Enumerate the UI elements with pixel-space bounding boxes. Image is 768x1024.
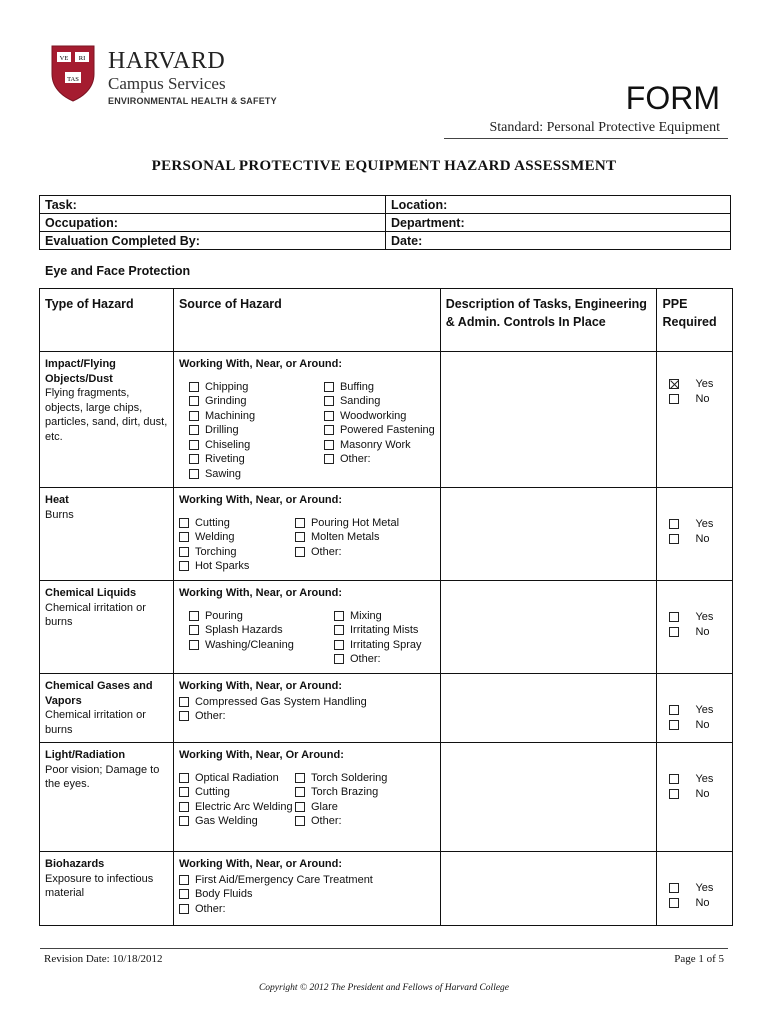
hazard-source-cell [173, 852, 440, 926]
hazard-option[interactable] [179, 887, 427, 902]
hazard-option[interactable] [179, 559, 295, 574]
hazard-option[interactable] [179, 902, 427, 917]
hazard-option[interactable] [179, 545, 295, 560]
checkbox-icon[interactable] [669, 394, 679, 404]
department-field[interactable]: Department: [386, 214, 731, 232]
ppe-yes-label: Yes [695, 378, 714, 390]
hazard-option[interactable] [334, 623, 422, 638]
document-title: PERSONAL PROTECTIVE EQUIPMENT HAZARD ASSESSMENT [151, 158, 617, 174]
hazard-option[interactable] [179, 516, 295, 531]
hazard-option[interactable] [324, 409, 435, 424]
hazard-option-label: Machining [204, 409, 256, 422]
brand-department: ENVIRONMENTAL HEALTH & SAFETY [108, 96, 277, 106]
hazard-option[interactable] [189, 394, 324, 409]
hazard-description: Poor vision; Damage to the eyes. [45, 763, 160, 790]
source-options [179, 380, 435, 482]
ppe-required-cell [657, 743, 733, 852]
hazard-option-label: Irritating Mists [349, 624, 419, 636]
hazard-option[interactable] [295, 814, 387, 829]
source-heading: Working With, Near, or Around: [178, 358, 343, 370]
section-title: Eye and Face Protection [45, 264, 191, 278]
date-field[interactable]: Date: [386, 232, 731, 250]
hazard-title: Biohazards [45, 858, 105, 870]
checkbox-icon[interactable] [179, 532, 189, 542]
checkbox-icon[interactable] [189, 396, 199, 406]
task-field[interactable]: Task: [40, 196, 386, 214]
hazard-option-label: Masonry Work [339, 438, 411, 451]
hazard-option[interactable] [189, 609, 334, 624]
checkbox-icon[interactable] [189, 440, 199, 450]
ppe-no-option[interactable] [669, 392, 727, 407]
ppe-yes-label: Yes [695, 518, 714, 530]
checkbox-icon[interactable] [179, 889, 189, 899]
brand-block [108, 48, 277, 106]
checkbox-icon[interactable] [179, 773, 189, 783]
checkbox-icon[interactable] [179, 697, 189, 707]
hazard-option[interactable] [295, 545, 399, 560]
hazard-option-label: Glare [310, 800, 338, 813]
ppe-no-option[interactable] [669, 532, 727, 547]
hazard-row [40, 352, 733, 488]
hazard-row [40, 743, 733, 852]
ppe-yes-label: Yes [695, 882, 714, 894]
ppe-required-cell [657, 581, 733, 674]
checkbox-icon[interactable] [324, 425, 334, 435]
hazard-option-label: Riveting [204, 453, 245, 465]
controls-description-cell[interactable] [440, 488, 657, 581]
source-options [179, 873, 435, 917]
checkbox-icon[interactable] [669, 705, 679, 715]
hazard-description: Exposure to infectious material [45, 872, 154, 899]
hazard-option-label: Drilling [204, 424, 239, 436]
controls-description-cell[interactable] [440, 852, 657, 926]
ppe-no-label: No [695, 718, 710, 731]
standard-label: Standard: Personal Protective Equipment [489, 120, 720, 135]
ppe-no-option[interactable] [669, 787, 727, 802]
checkbox-icon[interactable] [189, 454, 199, 464]
hazard-option[interactable] [324, 438, 435, 453]
hazard-option-label: Torching [194, 545, 237, 558]
hazard-option[interactable] [189, 638, 334, 653]
column-header-source: Source of Hazard [173, 289, 440, 352]
form-label: FORM [625, 80, 720, 116]
checkbox-icon[interactable] [669, 519, 679, 529]
hazard-source-cell [173, 674, 440, 743]
hazard-title: Light/Radiation [45, 749, 126, 761]
checkbox-icon[interactable] [189, 625, 199, 635]
hazard-row [40, 674, 733, 743]
checkbox-icon[interactable] [189, 382, 199, 392]
shield-text: VE [59, 55, 69, 62]
ppe-yes-option[interactable] [669, 610, 727, 625]
source-options [179, 609, 435, 667]
hazard-option-label: Gas Welding [194, 815, 258, 827]
hazard-title: Impact/Flying Objects/Dust [45, 358, 116, 385]
checkbox-icon[interactable] [295, 532, 305, 542]
checkbox-icon[interactable] [669, 627, 679, 637]
checkbox-icon[interactable] [189, 469, 199, 479]
header-divider [444, 138, 728, 139]
hazard-title: Heat [45, 494, 69, 506]
hazard-option[interactable] [295, 516, 399, 531]
hazard-option-label: Other: [194, 902, 226, 915]
source-heading: Working With, Near, or Around: [178, 680, 343, 692]
checkbox-icon[interactable] [295, 802, 305, 812]
checkbox-icon[interactable] [189, 640, 199, 650]
hazard-type-cell [40, 352, 174, 488]
hazard-option-label: First Aid/Emergency Care Treatment [194, 873, 373, 886]
checkbox-icon[interactable] [189, 411, 199, 421]
hazard-option[interactable] [324, 452, 435, 467]
source-options [179, 516, 435, 574]
hazard-option-label: Other: [339, 453, 371, 465]
ppe-yes-option[interactable] [669, 881, 727, 896]
checkbox-icon[interactable] [295, 816, 305, 826]
hazard-option[interactable] [189, 438, 324, 453]
hazard-option-label: Splash Hazards [204, 624, 283, 636]
hazard-option[interactable] [179, 785, 295, 800]
checkbox-icon[interactable] [295, 787, 305, 797]
hazard-option-label: Welding [194, 531, 235, 543]
hazard-option[interactable] [179, 814, 295, 829]
source-heading: Working With, Near, or Around: [178, 858, 343, 870]
hazard-option-label: Chiseling [204, 438, 251, 451]
column-header-description: Description of Tasks, Engineering & Admin. Controls In Place [440, 289, 657, 352]
hazard-description: Chemical irritation or burns [45, 601, 146, 628]
ppe-no-option[interactable] [669, 625, 727, 640]
checkbox-icon[interactable] [669, 774, 679, 784]
ppe-no-option[interactable] [669, 718, 727, 733]
shield-text: TAS [67, 76, 79, 83]
hazard-option[interactable] [179, 800, 295, 815]
shield-text: RI [78, 55, 86, 62]
hazard-type-cell [40, 674, 174, 743]
hazard-option-label: Other: [310, 545, 342, 558]
hazard-option-label: Electric Arc Welding [194, 800, 293, 813]
checkbox-icon[interactable] [295, 773, 305, 783]
hazard-option-label: Buffing [339, 380, 375, 393]
source-options [179, 695, 435, 724]
checkbox-icon[interactable] [324, 396, 334, 406]
brand-subtitle: Campus Services [108, 74, 226, 93]
hazard-source-cell [173, 743, 440, 852]
hazard-option[interactable] [179, 771, 295, 786]
hazard-option-label: Powered Fastening [339, 424, 435, 436]
ppe-no-label: No [695, 896, 710, 909]
ppe-no-label: No [695, 532, 710, 545]
ppe-no-label: No [695, 787, 710, 800]
checkbox-icon[interactable] [669, 612, 679, 622]
hazard-option-label: Optical Radiation [194, 771, 279, 784]
checkbox-icon[interactable] [179, 547, 189, 557]
hazard-row [40, 852, 733, 926]
ppe-required-cell [657, 852, 733, 926]
checkbox-icon[interactable] [179, 518, 189, 528]
hazard-option[interactable] [295, 800, 387, 815]
hazard-description: Flying fragments, objects, large chips, particles, sand, dirt, dust, etc. [45, 387, 168, 443]
checkbox-icon[interactable] [179, 561, 189, 571]
ppe-required-cell [657, 488, 733, 581]
checkbox-icon[interactable] [669, 720, 679, 730]
controls-description-cell[interactable] [440, 352, 657, 488]
hazard-option[interactable] [189, 380, 324, 395]
hazard-row [40, 581, 733, 674]
hazard-option-label: Torch Soldering [310, 771, 388, 784]
checkbox-icon[interactable] [179, 875, 189, 885]
checkbox-icon[interactable] [669, 898, 679, 908]
ppe-yes-label: Yes [695, 773, 714, 785]
ppe-no-label: No [695, 392, 710, 405]
hazard-option-label: Washing/Cleaning [204, 638, 294, 651]
ppe-required-cell [657, 674, 733, 743]
revision-date: Revision Date: 10/18/2012 [44, 953, 163, 965]
location-field[interactable]: Location: [386, 196, 731, 214]
checkbox-icon[interactable] [324, 440, 334, 450]
checkbox-icon[interactable] [324, 411, 334, 421]
hazard-option[interactable] [295, 771, 387, 786]
checkbox-icon[interactable] [179, 816, 189, 826]
hazard-option[interactable] [189, 467, 324, 482]
checkbox-icon[interactable] [334, 625, 344, 635]
hazard-option[interactable] [189, 423, 324, 438]
checked-checkbox-icon[interactable] [669, 379, 679, 389]
hazard-type-cell [40, 852, 174, 926]
hazard-option[interactable] [179, 530, 295, 545]
hazard-option[interactable] [189, 452, 324, 467]
hazard-source-cell [173, 352, 440, 488]
hazard-option[interactable] [334, 652, 422, 667]
ppe-yes-label: Yes [695, 611, 714, 623]
hazard-option-label: Cutting [194, 786, 230, 798]
checkbox-icon[interactable] [334, 611, 344, 621]
hazard-option-label: Grinding [204, 395, 247, 407]
checkbox-icon[interactable] [324, 454, 334, 464]
hazard-row [40, 488, 733, 581]
hazard-option-label: Pouring Hot Metal [310, 516, 400, 529]
ppe-no-label: No [695, 625, 710, 638]
checkbox-icon[interactable] [189, 611, 199, 621]
brand-name: HARVARD [108, 48, 226, 74]
checkbox-icon[interactable] [669, 883, 679, 893]
hazard-table [39, 288, 733, 926]
controls-description-cell[interactable] [440, 674, 657, 743]
hazard-option[interactable] [189, 623, 334, 638]
hazard-option-label: Woodworking [339, 409, 407, 422]
hazard-type-cell [40, 488, 174, 581]
footer-divider [40, 948, 728, 949]
hazard-description: Burns [45, 508, 74, 521]
hazard-option-label: Mixing [349, 609, 382, 622]
hazard-source-cell [173, 488, 440, 581]
hazard-option[interactable] [189, 409, 324, 424]
hazard-option-label: Irritating Spray [349, 638, 422, 651]
hazard-option[interactable] [179, 695, 427, 710]
hazard-option-label: Compressed Gas System Handling [194, 695, 367, 708]
hazard-option-label: Sawing [204, 467, 242, 480]
hazard-option-label: Other: [310, 815, 342, 827]
hazard-source-cell [173, 581, 440, 674]
hazard-option[interactable] [324, 394, 435, 409]
harvard-shield-logo [50, 44, 96, 102]
ppe-yes-option[interactable] [669, 377, 727, 392]
hazard-option-label: Body Fluids [194, 888, 253, 900]
source-options [179, 771, 435, 829]
column-header-type: Type of Hazard [40, 289, 174, 352]
hazard-option-label: Other: [194, 710, 226, 722]
checkbox-icon[interactable] [334, 640, 344, 650]
checkbox-icon[interactable] [179, 711, 189, 721]
hazard-option-label: Pouring [204, 609, 243, 622]
hazard-option-label: Molten Metals [310, 531, 380, 543]
source-heading: Working With, Near, or Around: [178, 587, 343, 599]
hazard-option[interactable] [324, 380, 435, 395]
column-header-ppe: PPE Required [657, 289, 733, 352]
hazard-option[interactable] [334, 638, 422, 653]
evaluation-field[interactable]: Evaluation Completed By: [40, 232, 386, 250]
checkbox-icon[interactable] [189, 425, 199, 435]
source-heading: Working With, Near, Or Around: [178, 749, 344, 761]
hazard-type-cell [40, 581, 174, 674]
hazard-option[interactable] [295, 530, 399, 545]
hazard-option-label: Sanding [339, 395, 381, 407]
checkbox-icon[interactable] [179, 802, 189, 812]
checkbox-icon[interactable] [669, 534, 679, 544]
checkbox-icon[interactable] [324, 382, 334, 392]
hazard-option[interactable] [179, 873, 427, 888]
checkbox-icon[interactable] [669, 789, 679, 799]
checkbox-icon[interactable] [295, 518, 305, 528]
occupation-field[interactable]: Occupation: [40, 214, 386, 232]
page-number: Page 1 of 5 [674, 953, 724, 965]
ppe-yes-option[interactable] [669, 517, 727, 532]
copyright: Copyright © 2012 The President and Fellows of Harvard College [258, 983, 510, 993]
ppe-yes-option[interactable] [669, 772, 727, 787]
ppe-yes-option[interactable] [669, 703, 727, 718]
hazard-title: Chemical Gases and Vapors [45, 680, 153, 707]
hazard-option[interactable] [295, 785, 387, 800]
hazard-description: Chemical irritation or burns [45, 709, 146, 736]
info-table [39, 195, 731, 250]
hazard-option-label: Torch Brazing [310, 786, 379, 798]
hazard-option-label: Chipping [204, 380, 249, 393]
hazard-option[interactable] [334, 609, 422, 624]
hazard-title: Chemical Liquids [45, 587, 137, 599]
ppe-required-cell [657, 352, 733, 488]
hazard-option[interactable] [179, 709, 427, 724]
controls-description-cell[interactable] [440, 581, 657, 674]
hazard-option-label: Other: [349, 653, 381, 665]
checkbox-icon[interactable] [179, 787, 189, 797]
checkbox-icon[interactable] [179, 904, 189, 914]
source-heading: Working With, Near, or Around: [178, 494, 343, 506]
hazard-option-label: Hot Sparks [194, 560, 250, 572]
ppe-no-option[interactable] [669, 896, 727, 911]
controls-description-cell[interactable] [440, 743, 657, 852]
hazard-type-cell [40, 743, 174, 852]
hazard-option-label: Cutting [194, 516, 230, 529]
checkbox-icon[interactable] [295, 547, 305, 557]
hazard-option[interactable] [324, 423, 435, 438]
checkbox-icon[interactable] [334, 654, 344, 664]
ppe-yes-label: Yes [695, 704, 714, 716]
